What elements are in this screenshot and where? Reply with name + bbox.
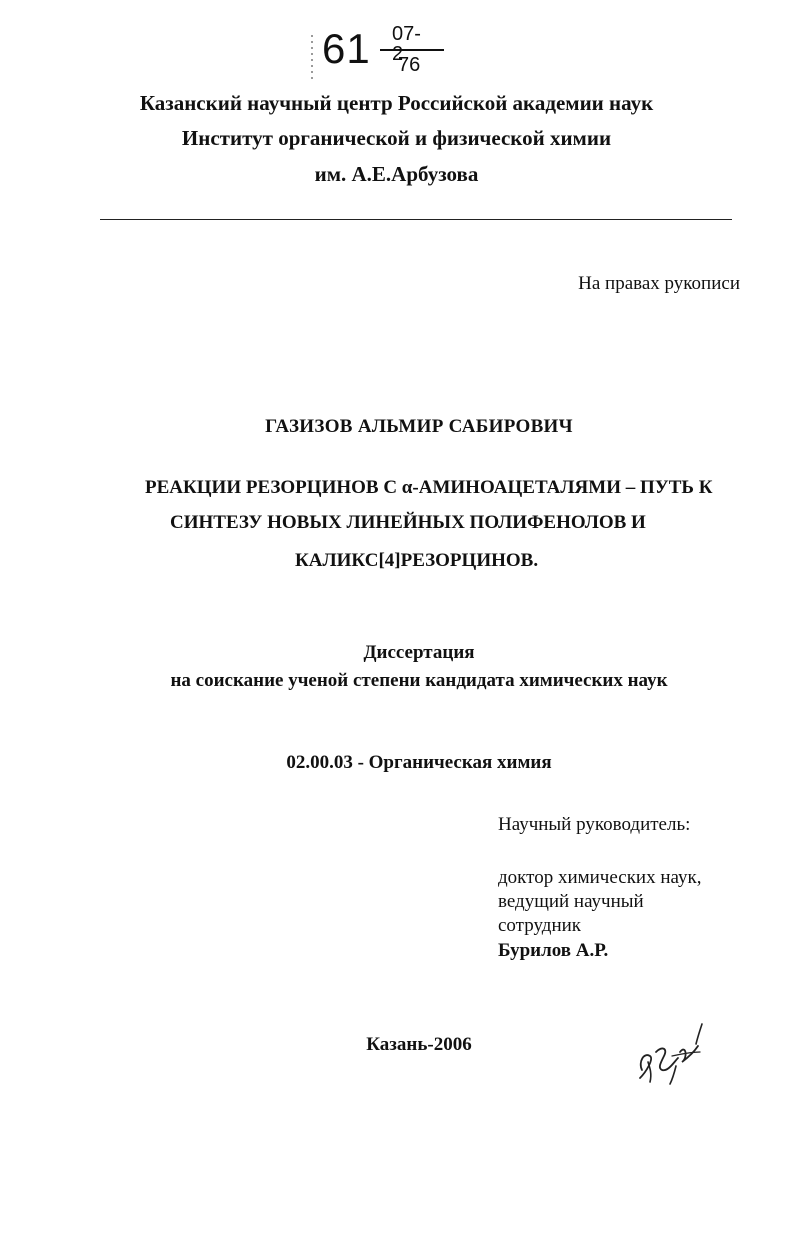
shelf-code-bottom: 76 [398, 54, 421, 76]
title-line-1: РЕАКЦИИ РЕЗОРЦИНОВ С α-АМИНОАЦЕТАЛЯМИ – ПУТЬ К [145, 477, 713, 498]
shelf-code-fraction-line [380, 49, 444, 51]
work-type-line-1: Диссертация [363, 642, 475, 663]
header-divider [100, 219, 732, 220]
shelf-code-main: 61 [322, 25, 371, 72]
city-year: Казань-2006 [366, 1034, 472, 1055]
author-name: ГАЗИЗОВ АЛЬМИР САБИРОВИЧ [265, 416, 573, 437]
supervisor-position-1: ведущий научный [498, 891, 644, 912]
specialty: 02.00.03 - Органическая химия [286, 752, 552, 773]
rights-note: На правах рукописи [578, 273, 740, 294]
organization-line-3: им. А.Е.Арбузова [314, 162, 479, 186]
supervisor-heading: Научный руководитель: [498, 814, 691, 835]
title-line-3: КАЛИКС[4]РЕЗОРЦИНОВ. [295, 550, 539, 571]
signature-mark [628, 1022, 708, 1086]
supervisor-name: Бурилов А.Р. [498, 940, 609, 961]
work-type-line-2: на соискание ученой степени кандидата химических наук [170, 670, 668, 691]
scan-artifact [311, 35, 313, 80]
supervisor-degree: доктор химических наук, [498, 867, 702, 888]
supervisor-position-2: сотрудник [498, 915, 582, 936]
organization-line-2: Институт органической и физической химии [181, 126, 612, 150]
shelf-code-top: 07-2 [392, 23, 421, 65]
title-line-2: СИНТЕЗУ НОВЫХ ЛИНЕЙНЫХ ПОЛИФЕНОЛОВ И [170, 512, 646, 533]
organization-line-1: Казанский научный центр Российской академии наук [139, 91, 654, 115]
